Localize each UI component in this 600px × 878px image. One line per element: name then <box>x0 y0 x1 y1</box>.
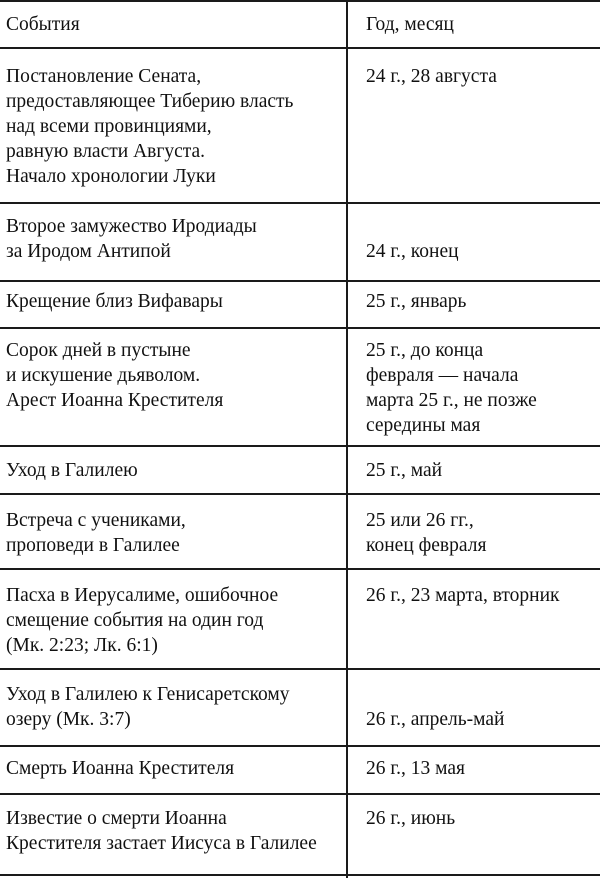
event-line: озеру (Мк. 3:7) <box>6 709 131 730</box>
event-line: Смерть Иоанна Крестителя <box>6 758 235 779</box>
event-line: смещение события на один год <box>6 610 264 631</box>
date-line: 26 г., июнь <box>366 808 456 829</box>
event-line: предоставляющее Тиберию власть <box>6 91 294 112</box>
event-line: Встреча с учениками, <box>6 510 186 531</box>
event-cell <box>6 682 290 732</box>
event-line: проповеди в Галилее <box>6 535 180 556</box>
event-cell <box>6 583 278 658</box>
row-divider <box>0 327 600 329</box>
event-line: Второе замужество Иродиады <box>6 216 257 237</box>
table-top-border <box>0 0 600 2</box>
header-divider <box>0 47 600 49</box>
row-divider <box>0 568 600 570</box>
date-line: 26 г., апрель-май <box>366 709 505 730</box>
event-cell <box>6 756 234 781</box>
date-line: 24 г., конец <box>366 241 459 262</box>
header-date: Год, месяц <box>366 14 454 35</box>
event-line: Пасха в Иерусалиме, ошибочное <box>6 585 279 606</box>
event-line: Постановление Сената, <box>6 66 202 87</box>
date-line: 24 г., 28 августа <box>366 66 497 87</box>
event-cell <box>6 508 186 558</box>
date-cell <box>366 458 442 483</box>
event-line: (Мк. 2:23; Лк. 6:1) <box>6 635 158 656</box>
date-cell <box>366 756 465 781</box>
row-divider <box>0 493 600 495</box>
date-line: 26 г., 23 марта, вторник <box>366 585 560 606</box>
row-divider <box>0 668 600 670</box>
event-line: над всеми провинциями, <box>6 116 212 137</box>
date-cell <box>366 239 459 264</box>
table-bottom-border <box>0 874 600 876</box>
row-divider <box>0 745 600 747</box>
event-line: за Иродом Антипой <box>6 241 171 262</box>
date-line: 26 г., 13 мая <box>366 758 466 779</box>
date-line: середины мая <box>366 415 481 436</box>
event-cell <box>6 289 223 314</box>
row-divider <box>0 202 600 204</box>
header-events: События <box>6 14 80 35</box>
event-cell <box>6 214 257 264</box>
date-cell <box>366 707 504 732</box>
date-cell <box>366 583 560 608</box>
date-cell <box>366 508 486 558</box>
date-cell <box>366 338 537 438</box>
row-divider <box>0 445 600 447</box>
event-line: Сорок дней в пустыне <box>6 340 191 361</box>
date-line: конец февраля <box>366 535 487 556</box>
date-line: 25 г., май <box>366 460 443 481</box>
date-line: 25 или 26 гг., <box>366 510 474 531</box>
event-line: Арест Иоанна Крестителя <box>6 390 224 411</box>
date-cell <box>366 806 455 831</box>
event-cell <box>6 806 317 856</box>
row-divider <box>0 280 600 282</box>
date-line: 25 г., до конца <box>366 340 484 361</box>
event-cell <box>6 64 293 189</box>
date-line: 25 г., январь <box>366 291 467 312</box>
event-line: Крещение близ Вифавары <box>6 291 223 312</box>
event-line: Начало хронологии Луки <box>6 166 216 187</box>
event-line: и искушение дьяволом. <box>6 365 201 386</box>
date-cell <box>366 64 497 89</box>
event-line: Крестителя застает Иисуса в Галилее <box>6 833 317 854</box>
row-divider <box>0 793 600 795</box>
date-line: марта 25 г., не позже <box>366 390 537 411</box>
date-line: февраля — начала <box>366 365 519 386</box>
event-line: Уход в Галилею <box>6 460 138 481</box>
event-line: Известие о смерти Иоанна <box>6 808 227 829</box>
event-line: Уход в Галилею к Генисаретскому <box>6 684 290 705</box>
event-line: равную власти Августа. <box>6 141 206 162</box>
event-cell <box>6 338 223 413</box>
date-cell <box>366 289 466 314</box>
event-cell <box>6 458 138 483</box>
